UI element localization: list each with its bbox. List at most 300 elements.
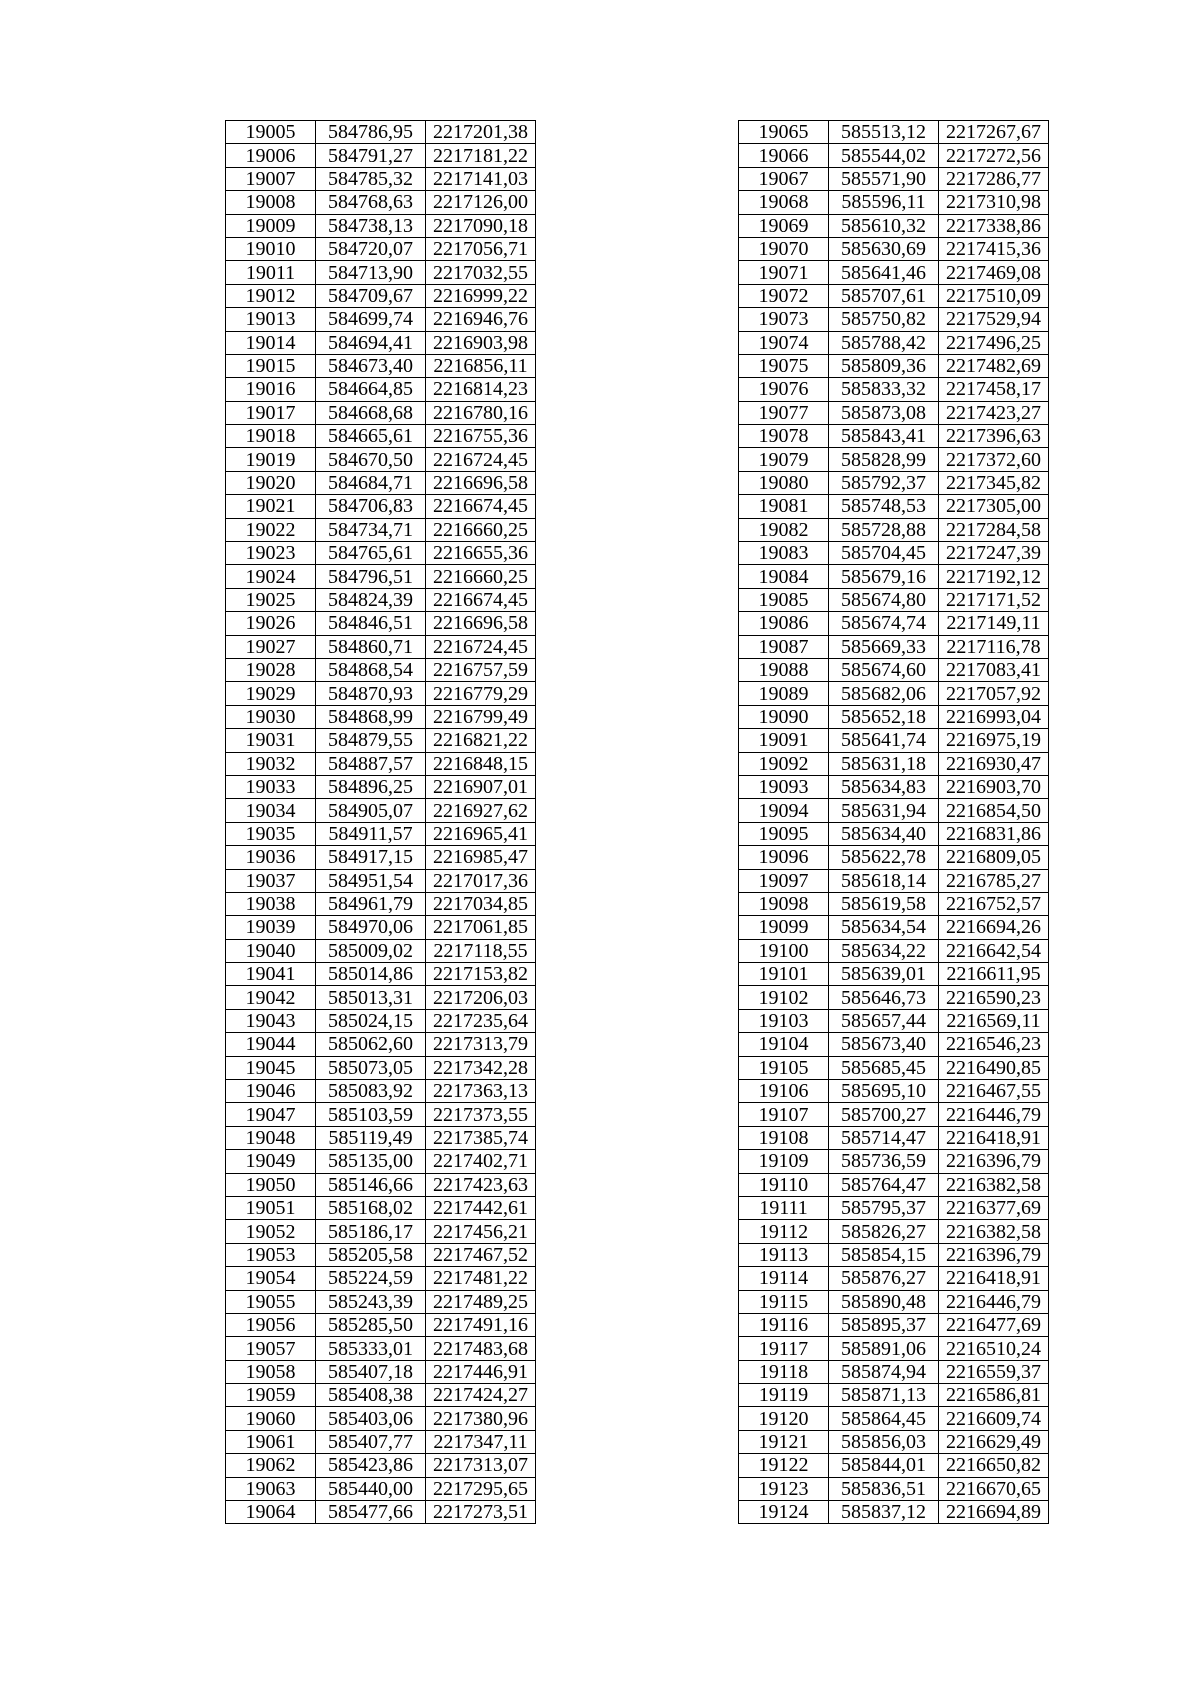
table-row [226, 1477, 536, 1500]
table-row [739, 869, 1049, 892]
point-number-cell: 19077 [739, 401, 829, 424]
y-coordinate-cell: 2216903,98 [426, 331, 536, 354]
y-coordinate-cell: 2216814,23 [426, 378, 536, 401]
table-row [739, 1080, 1049, 1103]
point-number-cell: 19032 [226, 752, 316, 775]
y-coordinate-cell: 2216611,95 [939, 963, 1049, 986]
table-row [226, 1009, 536, 1032]
x-coordinate-cell: 585024,15 [316, 1009, 426, 1032]
point-number-cell: 19076 [739, 378, 829, 401]
table-row [226, 612, 536, 635]
y-coordinate-cell: 2216382,58 [939, 1220, 1049, 1243]
y-coordinate-cell: 2216477,69 [939, 1313, 1049, 1336]
table-row [226, 1103, 536, 1126]
point-number-cell: 19084 [739, 565, 829, 588]
x-coordinate-cell: 585073,05 [316, 1056, 426, 1079]
point-number-cell: 19017 [226, 401, 316, 424]
point-number-cell: 19068 [739, 191, 829, 214]
y-coordinate-cell: 2216467,55 [939, 1080, 1049, 1103]
point-number-cell: 19109 [739, 1150, 829, 1173]
table-row [739, 1290, 1049, 1313]
point-number-cell: 19048 [226, 1126, 316, 1149]
x-coordinate-cell: 585186,17 [316, 1220, 426, 1243]
table-row [226, 1056, 536, 1079]
point-number-cell: 19095 [739, 822, 829, 845]
x-coordinate-cell: 584720,07 [316, 237, 426, 260]
x-coordinate-cell: 585707,61 [829, 284, 939, 307]
x-coordinate-cell: 584917,15 [316, 846, 426, 869]
point-number-cell: 19110 [739, 1173, 829, 1196]
x-coordinate-cell: 585682,06 [829, 682, 939, 705]
table-row [226, 1407, 536, 1430]
x-coordinate-cell: 585704,45 [829, 542, 939, 565]
y-coordinate-cell: 2217247,39 [939, 542, 1049, 565]
x-coordinate-cell: 585618,14 [829, 869, 939, 892]
x-coordinate-cell: 584896,25 [316, 775, 426, 798]
table-row [739, 308, 1049, 331]
x-coordinate-cell: 584665,61 [316, 425, 426, 448]
x-coordinate-cell: 585795,37 [829, 1196, 939, 1219]
y-coordinate-cell: 2216660,25 [426, 565, 536, 588]
y-coordinate-cell: 2217424,27 [426, 1384, 536, 1407]
table-row [226, 1430, 536, 1453]
x-coordinate-cell: 585890,48 [829, 1290, 939, 1313]
table-row [226, 1220, 536, 1243]
table-row [226, 518, 536, 541]
y-coordinate-cell: 2216629,49 [939, 1430, 1049, 1453]
x-coordinate-cell: 584706,83 [316, 495, 426, 518]
table-row [739, 1103, 1049, 1126]
y-coordinate-cell: 2216854,50 [939, 799, 1049, 822]
x-coordinate-cell: 585407,18 [316, 1360, 426, 1383]
point-number-cell: 19055 [226, 1290, 316, 1313]
table-row [226, 495, 536, 518]
y-coordinate-cell: 2216396,79 [939, 1150, 1049, 1173]
y-coordinate-cell: 2217446,91 [426, 1360, 536, 1383]
point-number-cell: 19046 [226, 1080, 316, 1103]
x-coordinate-cell: 585083,92 [316, 1080, 426, 1103]
x-coordinate-cell: 584673,40 [316, 354, 426, 377]
table-row [739, 658, 1049, 681]
x-coordinate-cell: 584785,32 [316, 167, 426, 190]
point-number-cell: 19071 [739, 261, 829, 284]
y-coordinate-cell: 2216975,19 [939, 729, 1049, 752]
x-coordinate-cell: 585750,82 [829, 308, 939, 331]
point-number-cell: 19118 [739, 1360, 829, 1383]
x-coordinate-cell: 585408,38 [316, 1384, 426, 1407]
y-coordinate-cell: 2217489,25 [426, 1290, 536, 1313]
point-number-cell: 19010 [226, 237, 316, 260]
y-coordinate-cell: 2217380,96 [426, 1407, 536, 1430]
x-coordinate-cell: 585423,86 [316, 1454, 426, 1477]
table-row [226, 822, 536, 845]
point-number-cell: 19034 [226, 799, 316, 822]
x-coordinate-cell: 585641,46 [829, 261, 939, 284]
table-row [226, 378, 536, 401]
table-row [739, 214, 1049, 237]
table-row [739, 939, 1049, 962]
point-number-cell: 19051 [226, 1196, 316, 1219]
x-coordinate-cell: 585619,58 [829, 892, 939, 915]
x-coordinate-cell: 585748,53 [829, 495, 939, 518]
x-coordinate-cell: 585700,27 [829, 1103, 939, 1126]
y-coordinate-cell: 2216752,57 [939, 892, 1049, 915]
table-row [226, 401, 536, 424]
table-row [226, 1243, 536, 1266]
table-row [739, 1033, 1049, 1056]
y-coordinate-cell: 2216821,22 [426, 729, 536, 752]
x-coordinate-cell: 585836,51 [829, 1477, 939, 1500]
point-number-cell: 19079 [739, 448, 829, 471]
y-coordinate-cell: 2216993,04 [939, 705, 1049, 728]
table-row [226, 542, 536, 565]
point-number-cell: 19121 [739, 1430, 829, 1453]
table-body [739, 121, 1049, 1524]
table-row [226, 986, 536, 1009]
table-row [739, 518, 1049, 541]
x-coordinate-cell: 584860,71 [316, 635, 426, 658]
y-coordinate-cell: 2216724,45 [426, 448, 536, 471]
point-number-cell: 19117 [739, 1337, 829, 1360]
table-row [226, 939, 536, 962]
point-number-cell: 19039 [226, 916, 316, 939]
x-coordinate-cell: 585407,77 [316, 1430, 426, 1453]
x-coordinate-cell: 585062,60 [316, 1033, 426, 1056]
x-coordinate-cell: 585856,03 [829, 1430, 939, 1453]
x-coordinate-cell: 585843,41 [829, 425, 939, 448]
y-coordinate-cell: 2217481,22 [426, 1267, 536, 1290]
point-number-cell: 19072 [739, 284, 829, 307]
y-coordinate-cell: 2216674,45 [426, 495, 536, 518]
y-coordinate-cell: 2216660,25 [426, 518, 536, 541]
table-row [739, 1056, 1049, 1079]
point-number-cell: 19056 [226, 1313, 316, 1336]
point-number-cell: 19103 [739, 1009, 829, 1032]
table-row [226, 331, 536, 354]
table-row [226, 1313, 536, 1336]
point-number-cell: 19093 [739, 775, 829, 798]
point-number-cell: 19091 [739, 729, 829, 752]
y-coordinate-cell: 2216757,59 [426, 658, 536, 681]
point-number-cell: 19045 [226, 1056, 316, 1079]
y-coordinate-cell: 2216946,76 [426, 308, 536, 331]
table-row [739, 1009, 1049, 1032]
y-coordinate-cell: 2217347,11 [426, 1430, 536, 1453]
x-coordinate-cell: 585634,83 [829, 775, 939, 798]
point-number-cell: 19009 [226, 214, 316, 237]
point-number-cell: 19069 [739, 214, 829, 237]
x-coordinate-cell: 585477,66 [316, 1501, 426, 1524]
table-row [739, 144, 1049, 167]
table-row [739, 354, 1049, 377]
x-coordinate-cell: 585874,94 [829, 1360, 939, 1383]
x-coordinate-cell: 585669,33 [829, 635, 939, 658]
point-number-cell: 19014 [226, 331, 316, 354]
point-number-cell: 19036 [226, 846, 316, 869]
point-number-cell: 19067 [739, 167, 829, 190]
point-number-cell: 19081 [739, 495, 829, 518]
point-number-cell: 19098 [739, 892, 829, 915]
y-coordinate-cell: 2217423,63 [426, 1173, 536, 1196]
point-number-cell: 19031 [226, 729, 316, 752]
table-row [226, 682, 536, 705]
table-row [739, 1220, 1049, 1243]
point-number-cell: 19080 [739, 471, 829, 494]
point-number-cell: 19108 [739, 1126, 829, 1149]
y-coordinate-cell: 2217286,77 [939, 167, 1049, 190]
x-coordinate-cell: 585792,37 [829, 471, 939, 494]
x-coordinate-cell: 585135,00 [316, 1150, 426, 1173]
point-number-cell: 19099 [739, 916, 829, 939]
point-number-cell: 19020 [226, 471, 316, 494]
point-number-cell: 19016 [226, 378, 316, 401]
point-number-cell: 19059 [226, 1384, 316, 1407]
y-coordinate-cell: 2217342,28 [426, 1056, 536, 1079]
point-number-cell: 19037 [226, 869, 316, 892]
x-coordinate-cell: 585728,88 [829, 518, 939, 541]
table-row [739, 916, 1049, 939]
y-coordinate-cell: 2216642,54 [939, 939, 1049, 962]
table-row [739, 1501, 1049, 1524]
x-coordinate-cell: 584911,57 [316, 822, 426, 845]
table-row [226, 869, 536, 892]
y-coordinate-cell: 2216799,49 [426, 705, 536, 728]
y-coordinate-cell: 2217034,85 [426, 892, 536, 915]
y-coordinate-cell: 2216694,89 [939, 1501, 1049, 1524]
y-coordinate-cell: 2216696,58 [426, 471, 536, 494]
table-row [739, 425, 1049, 448]
y-coordinate-cell: 2216999,22 [426, 284, 536, 307]
x-coordinate-cell: 584951,54 [316, 869, 426, 892]
x-coordinate-cell: 585873,08 [829, 401, 939, 424]
x-coordinate-cell: 585224,59 [316, 1267, 426, 1290]
x-coordinate-cell: 585854,15 [829, 1243, 939, 1266]
y-coordinate-cell: 2217235,64 [426, 1009, 536, 1032]
point-number-cell: 19107 [739, 1103, 829, 1126]
point-number-cell: 19050 [226, 1173, 316, 1196]
y-coordinate-cell: 2217458,17 [939, 378, 1049, 401]
x-coordinate-cell: 585634,54 [829, 916, 939, 939]
table-row [226, 588, 536, 611]
point-number-cell: 19021 [226, 495, 316, 518]
y-coordinate-cell: 2217017,36 [426, 869, 536, 892]
table-row [739, 775, 1049, 798]
point-number-cell: 19013 [226, 308, 316, 331]
y-coordinate-cell: 2217402,71 [426, 1150, 536, 1173]
point-number-cell: 19105 [739, 1056, 829, 1079]
table-row [226, 635, 536, 658]
table-row [739, 401, 1049, 424]
table-row [226, 775, 536, 798]
table-row [739, 986, 1049, 1009]
table-row [226, 284, 536, 307]
y-coordinate-cell: 2216396,79 [939, 1243, 1049, 1266]
x-coordinate-cell: 585013,31 [316, 986, 426, 1009]
x-coordinate-cell: 584699,74 [316, 308, 426, 331]
y-coordinate-cell: 2217061,85 [426, 916, 536, 939]
table-row [226, 892, 536, 915]
table-row [226, 1033, 536, 1056]
y-coordinate-cell: 2216965,41 [426, 822, 536, 845]
table-row [739, 729, 1049, 752]
table-row [226, 658, 536, 681]
x-coordinate-cell: 585891,06 [829, 1337, 939, 1360]
x-coordinate-cell: 585714,47 [829, 1126, 939, 1149]
table-row [739, 588, 1049, 611]
point-number-cell: 19082 [739, 518, 829, 541]
y-coordinate-cell: 2217284,58 [939, 518, 1049, 541]
x-coordinate-cell: 585895,37 [829, 1313, 939, 1336]
x-coordinate-cell: 585440,00 [316, 1477, 426, 1500]
y-coordinate-cell: 2217118,55 [426, 939, 536, 962]
y-coordinate-cell: 2216674,45 [426, 588, 536, 611]
y-coordinate-cell: 2217153,82 [426, 963, 536, 986]
table-row [739, 1173, 1049, 1196]
point-number-cell: 19022 [226, 518, 316, 541]
table-row [739, 1313, 1049, 1336]
point-number-cell: 19053 [226, 1243, 316, 1266]
point-number-cell: 19060 [226, 1407, 316, 1430]
table-row [226, 121, 536, 144]
x-coordinate-cell: 584870,93 [316, 682, 426, 705]
table-row [226, 565, 536, 588]
table-row [739, 167, 1049, 190]
point-number-cell: 19027 [226, 635, 316, 658]
x-coordinate-cell: 584738,13 [316, 214, 426, 237]
y-coordinate-cell: 2217423,27 [939, 401, 1049, 424]
y-coordinate-cell: 2217345,82 [939, 471, 1049, 494]
point-number-cell: 19100 [739, 939, 829, 962]
y-coordinate-cell: 2217181,22 [426, 144, 536, 167]
x-coordinate-cell: 585679,16 [829, 565, 939, 588]
x-coordinate-cell: 585837,12 [829, 1501, 939, 1524]
y-coordinate-cell: 2217363,13 [426, 1080, 536, 1103]
table-row [226, 729, 536, 752]
x-coordinate-cell: 585205,58 [316, 1243, 426, 1266]
x-coordinate-cell: 585544,02 [829, 144, 939, 167]
x-coordinate-cell: 585685,45 [829, 1056, 939, 1079]
table-row [739, 565, 1049, 588]
y-coordinate-cell: 2217141,03 [426, 167, 536, 190]
x-coordinate-cell: 584713,90 [316, 261, 426, 284]
x-coordinate-cell: 585639,01 [829, 963, 939, 986]
y-coordinate-cell: 2217372,60 [939, 448, 1049, 471]
point-number-cell: 19086 [739, 612, 829, 635]
y-coordinate-cell: 2217415,36 [939, 237, 1049, 260]
table-row [226, 1267, 536, 1290]
point-number-cell: 19042 [226, 986, 316, 1009]
x-coordinate-cell: 584709,67 [316, 284, 426, 307]
table-row [226, 425, 536, 448]
x-coordinate-cell: 585876,27 [829, 1267, 939, 1290]
table-row [739, 1360, 1049, 1383]
table-row [226, 752, 536, 775]
table-row [226, 963, 536, 986]
point-number-cell: 19057 [226, 1337, 316, 1360]
x-coordinate-cell: 584887,57 [316, 752, 426, 775]
table-row [226, 799, 536, 822]
table-row [739, 1337, 1049, 1360]
x-coordinate-cell: 585844,01 [829, 1454, 939, 1477]
y-coordinate-cell: 2217310,98 [939, 191, 1049, 214]
table-row [739, 542, 1049, 565]
table-row [739, 237, 1049, 260]
y-coordinate-cell: 2217267,67 [939, 121, 1049, 144]
y-coordinate-cell: 2216755,36 [426, 425, 536, 448]
x-coordinate-cell: 585809,36 [829, 354, 939, 377]
x-coordinate-cell: 585168,02 [316, 1196, 426, 1219]
point-number-cell: 19058 [226, 1360, 316, 1383]
point-number-cell: 19005 [226, 121, 316, 144]
point-number-cell: 19019 [226, 448, 316, 471]
x-coordinate-cell: 584765,61 [316, 542, 426, 565]
x-coordinate-cell: 584694,41 [316, 331, 426, 354]
point-number-cell: 19025 [226, 588, 316, 611]
point-number-cell: 19104 [739, 1033, 829, 1056]
table-row [226, 1337, 536, 1360]
y-coordinate-cell: 2216418,91 [939, 1267, 1049, 1290]
y-coordinate-cell: 2216831,86 [939, 822, 1049, 845]
point-number-cell: 19097 [739, 869, 829, 892]
x-coordinate-cell: 584664,85 [316, 378, 426, 401]
y-coordinate-cell: 2217385,74 [426, 1126, 536, 1149]
y-coordinate-cell: 2217149,11 [939, 612, 1049, 635]
point-number-cell: 19006 [226, 144, 316, 167]
x-coordinate-cell: 585285,50 [316, 1313, 426, 1336]
table-row [739, 495, 1049, 518]
point-number-cell: 19119 [739, 1384, 829, 1407]
point-number-cell: 19029 [226, 682, 316, 705]
x-coordinate-cell: 584791,27 [316, 144, 426, 167]
table-row [226, 261, 536, 284]
table-row [739, 682, 1049, 705]
table-row [226, 214, 536, 237]
point-number-cell: 19012 [226, 284, 316, 307]
y-coordinate-cell: 2216655,36 [426, 542, 536, 565]
table-row [739, 963, 1049, 986]
y-coordinate-cell: 2216724,45 [426, 635, 536, 658]
y-coordinate-cell: 2217116,78 [939, 635, 1049, 658]
y-coordinate-cell: 2217171,52 [939, 588, 1049, 611]
point-number-cell: 19120 [739, 1407, 829, 1430]
y-coordinate-cell: 2216650,82 [939, 1454, 1049, 1477]
x-coordinate-cell: 585652,18 [829, 705, 939, 728]
table-row [739, 612, 1049, 635]
y-coordinate-cell: 2217272,56 [939, 144, 1049, 167]
y-coordinate-cell: 2217206,03 [426, 986, 536, 1009]
point-number-cell: 19023 [226, 542, 316, 565]
table-row [226, 1173, 536, 1196]
point-number-cell: 19078 [739, 425, 829, 448]
x-coordinate-cell: 585634,22 [829, 939, 939, 962]
x-coordinate-cell: 585674,74 [829, 612, 939, 635]
x-coordinate-cell: 585631,18 [829, 752, 939, 775]
table-row [739, 331, 1049, 354]
point-number-cell: 19062 [226, 1454, 316, 1477]
x-coordinate-cell: 585631,94 [829, 799, 939, 822]
point-number-cell: 19041 [226, 963, 316, 986]
point-number-cell: 19061 [226, 1430, 316, 1453]
point-number-cell: 19015 [226, 354, 316, 377]
x-coordinate-cell: 585736,59 [829, 1150, 939, 1173]
x-coordinate-cell: 584879,55 [316, 729, 426, 752]
y-coordinate-cell: 2216848,15 [426, 752, 536, 775]
y-coordinate-cell: 2217396,63 [939, 425, 1049, 448]
x-coordinate-cell: 584796,51 [316, 565, 426, 588]
y-coordinate-cell: 2217442,61 [426, 1196, 536, 1219]
point-number-cell: 19088 [739, 658, 829, 681]
table-row [739, 1196, 1049, 1219]
